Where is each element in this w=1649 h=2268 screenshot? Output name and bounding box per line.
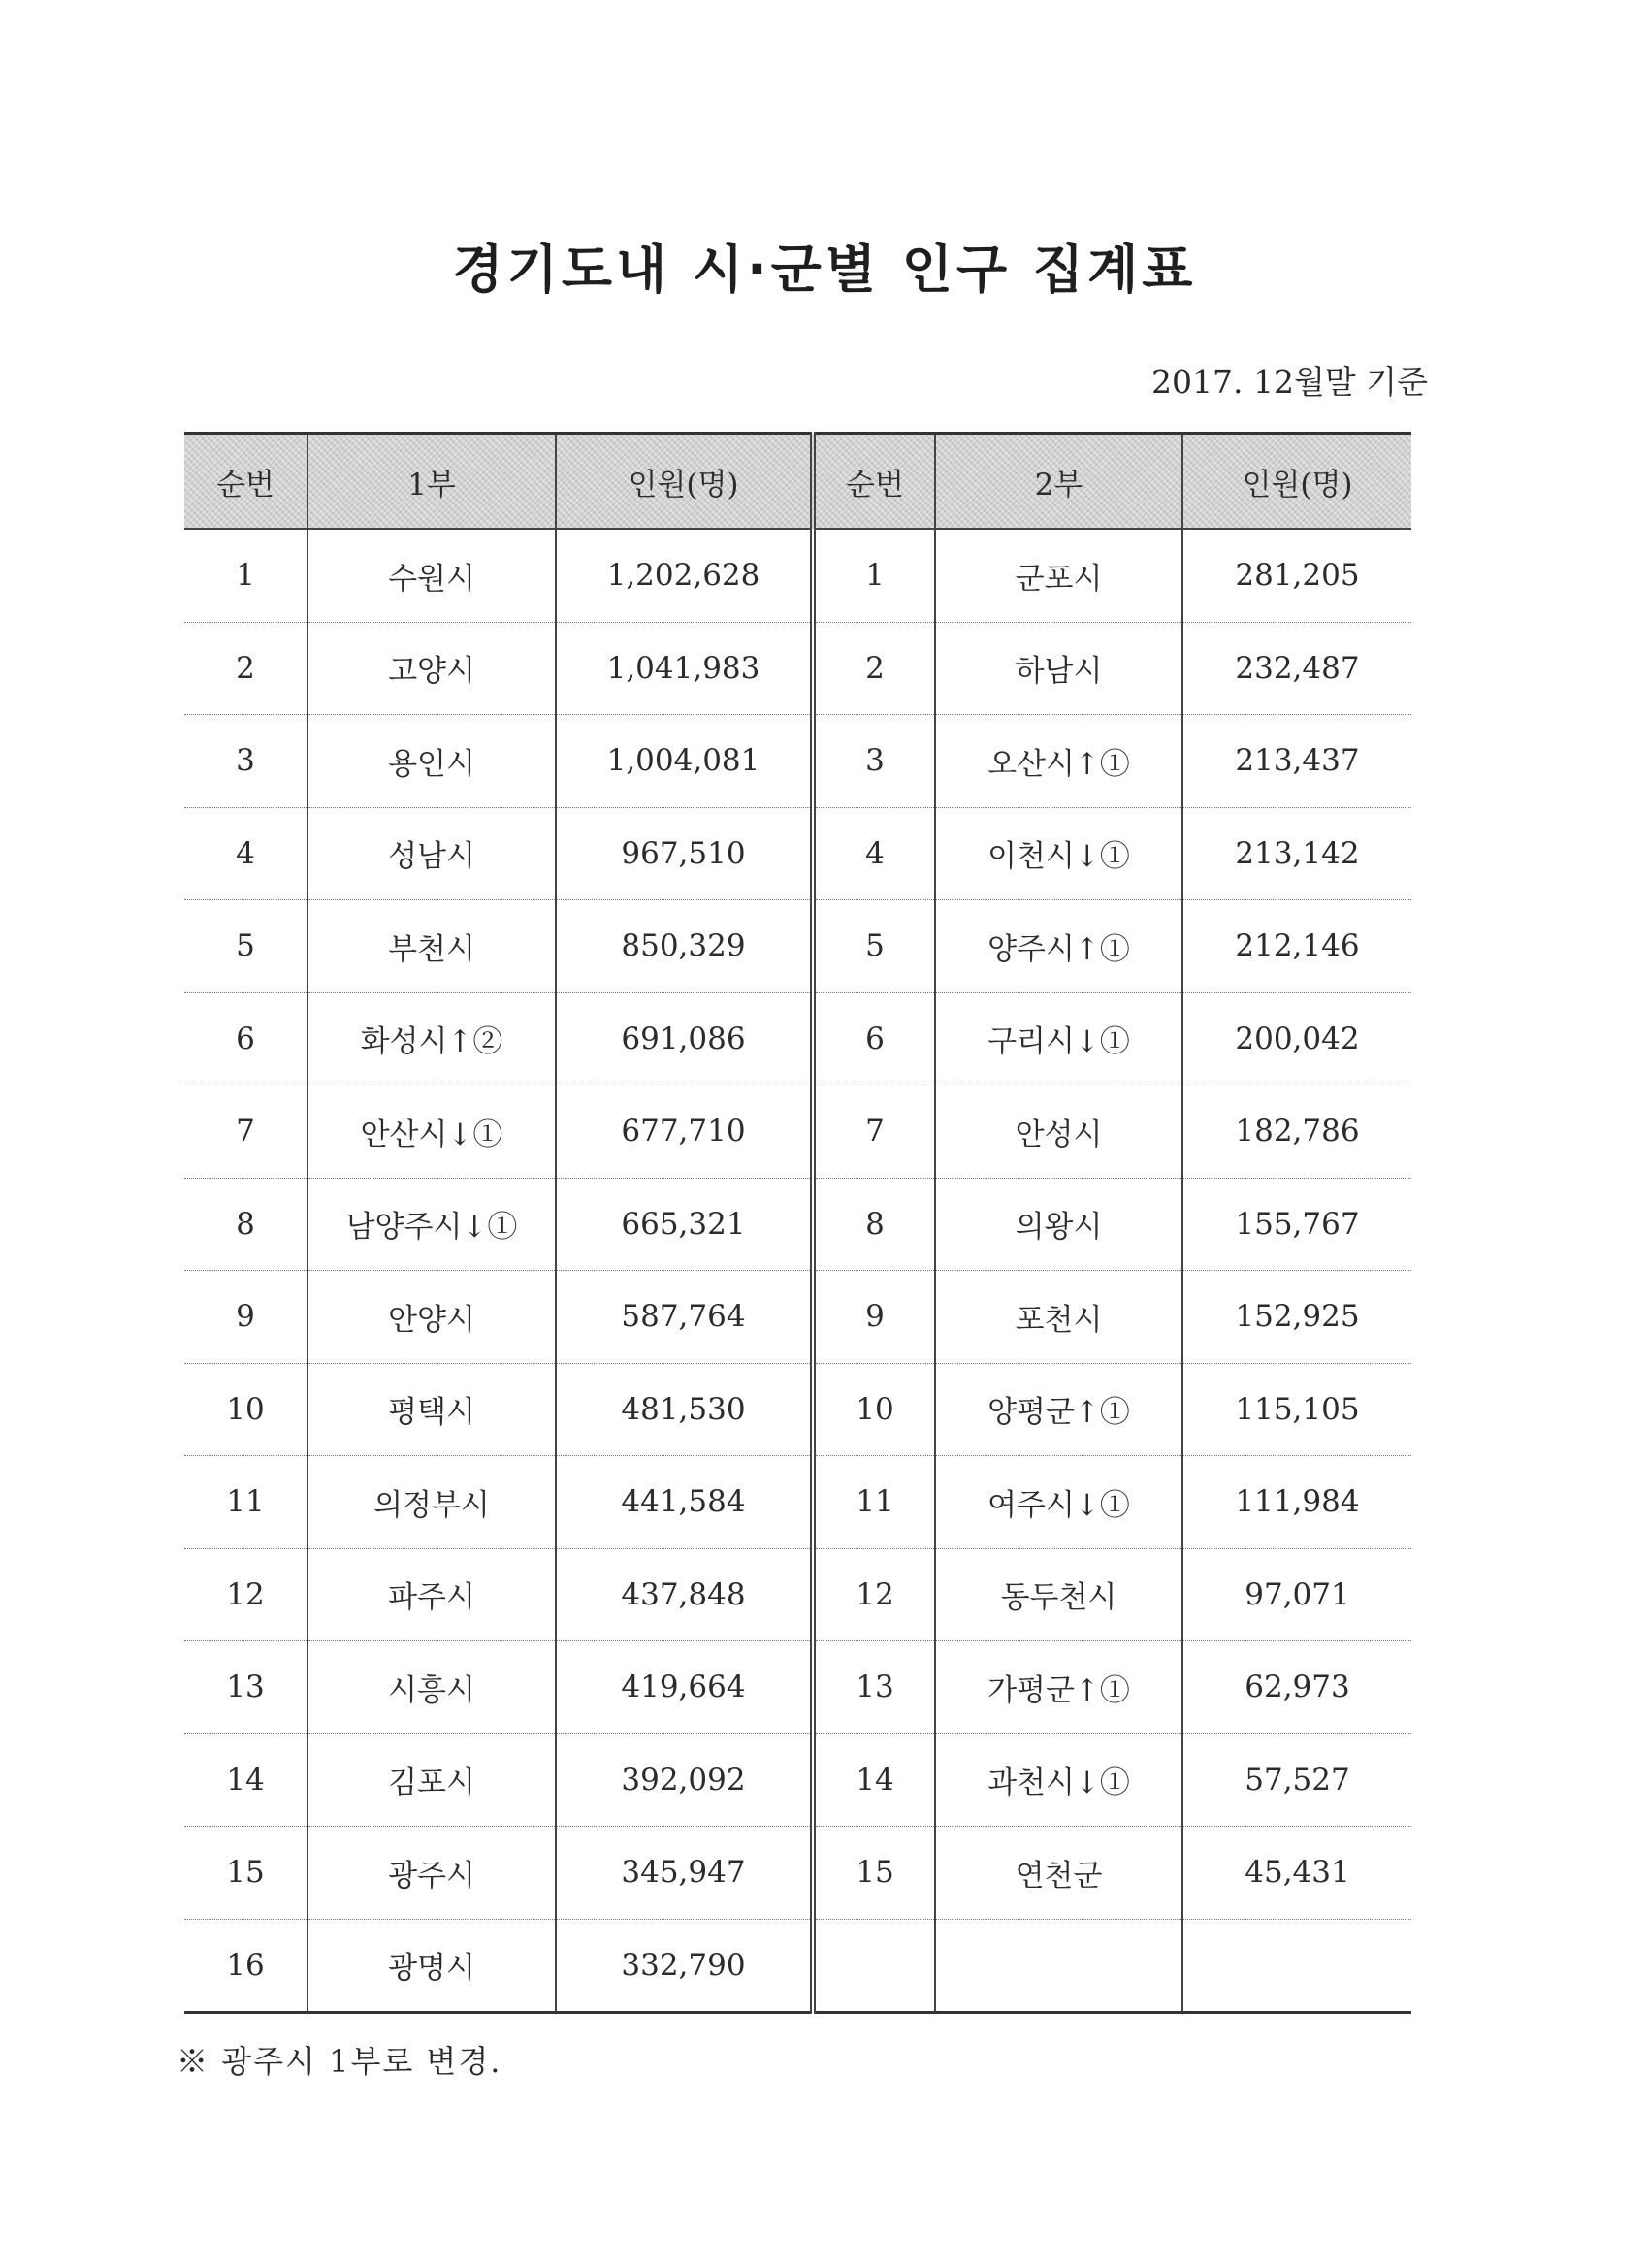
rank-cell: 10 xyxy=(184,1363,307,1456)
table-row xyxy=(184,1548,1411,1641)
header-population-2: 인원(명) xyxy=(1182,434,1411,530)
population-cell: 691,086 xyxy=(556,992,813,1085)
rank-cell: 11 xyxy=(184,1456,307,1549)
header-group-1: 1부 xyxy=(307,434,556,530)
city-cell: 하남시 xyxy=(935,622,1182,715)
table-row xyxy=(184,1363,1411,1456)
table-row xyxy=(184,529,1411,622)
table-row xyxy=(184,1085,1411,1179)
page-title: 경기도내 시·군별 인구 집계표 xyxy=(452,239,1197,300)
rank-cell: 16 xyxy=(184,1919,307,2013)
population-cell: 97,071 xyxy=(1182,1548,1411,1641)
table-row xyxy=(184,1733,1411,1827)
city-cell: 의왕시 xyxy=(935,1178,1182,1271)
city-cell: 가평군↑① xyxy=(935,1641,1182,1734)
rank-cell: 9 xyxy=(184,1271,307,1364)
population-cell: 1,041,983 xyxy=(556,622,813,715)
city-cell: 안산시↓① xyxy=(307,1085,556,1179)
population-cell: 111,984 xyxy=(1182,1456,1411,1549)
population-cell: 441,584 xyxy=(556,1456,813,1549)
rank-cell: 7 xyxy=(184,1085,307,1179)
table-row xyxy=(184,900,1411,993)
city-cell: 파주시 xyxy=(307,1548,556,1641)
rank-cell: 13 xyxy=(184,1641,307,1734)
rank-cell: 2 xyxy=(813,622,935,715)
population-cell: 419,664 xyxy=(556,1641,813,1734)
population-cell: 677,710 xyxy=(556,1085,813,1179)
city-cell: 포천시 xyxy=(935,1271,1182,1364)
city-cell: 광명시 xyxy=(307,1919,556,2013)
city-cell: 화성시↑② xyxy=(307,992,556,1085)
rank-cell xyxy=(813,1919,935,2013)
city-cell: 안양시 xyxy=(307,1271,556,1364)
rank-cell: 8 xyxy=(184,1178,307,1271)
city-cell: 용인시 xyxy=(307,715,556,808)
rank-cell: 3 xyxy=(813,715,935,808)
population-cell: 332,790 xyxy=(556,1919,813,2013)
rank-cell: 11 xyxy=(813,1456,935,1549)
population-cell: 62,973 xyxy=(1182,1641,1411,1734)
rank-cell: 1 xyxy=(813,529,935,622)
rank-cell: 6 xyxy=(813,992,935,1085)
header-population-1: 인원(명) xyxy=(556,434,813,530)
city-cell: 양주시↑① xyxy=(935,900,1182,993)
city-cell: 양평군↑① xyxy=(935,1363,1182,1456)
population-cell: 115,105 xyxy=(1182,1363,1411,1456)
city-cell: 부천시 xyxy=(307,900,556,993)
population-cell: 967,510 xyxy=(556,807,813,900)
city-cell: 안성시 xyxy=(935,1085,1182,1179)
rank-cell: 5 xyxy=(813,900,935,993)
population-cell: 182,786 xyxy=(1182,1085,1411,1179)
city-cell: 과천시↓① xyxy=(935,1733,1182,1827)
table-row xyxy=(184,1919,1411,2013)
population-cell: 481,530 xyxy=(556,1363,813,1456)
population-cell: 200,042 xyxy=(1182,992,1411,1085)
population-cell: 213,142 xyxy=(1182,807,1411,900)
population-cell: 57,527 xyxy=(1182,1733,1411,1827)
city-cell: 구리시↓① xyxy=(935,992,1182,1085)
table-row xyxy=(184,622,1411,715)
city-cell: 광주시 xyxy=(307,1827,556,1920)
population-cell: 345,947 xyxy=(556,1827,813,1920)
city-cell: 이천시↓① xyxy=(935,807,1182,900)
population-cell: 1,202,628 xyxy=(556,529,813,622)
population-cell: 587,764 xyxy=(556,1271,813,1364)
rank-cell: 2 xyxy=(184,622,307,715)
population-cell: 232,487 xyxy=(1182,622,1411,715)
rank-cell: 7 xyxy=(813,1085,935,1179)
city-cell: 김포시 xyxy=(307,1733,556,1827)
table-row xyxy=(184,1641,1411,1734)
table-row xyxy=(184,1827,1411,1920)
city-cell: 수원시 xyxy=(307,529,556,622)
city-cell: 군포시 xyxy=(935,529,1182,622)
population-table xyxy=(184,432,1411,2014)
table-row xyxy=(184,992,1411,1085)
rank-cell: 5 xyxy=(184,900,307,993)
header-rank-1: 순번 xyxy=(184,434,307,530)
city-cell: 의정부시 xyxy=(307,1456,556,1549)
rank-cell: 8 xyxy=(813,1178,935,1271)
rank-cell: 4 xyxy=(813,807,935,900)
population-cell: 1,004,081 xyxy=(556,715,813,808)
population-cell: 213,437 xyxy=(1182,715,1411,808)
rank-cell: 6 xyxy=(184,992,307,1085)
population-cell: 152,925 xyxy=(1182,1271,1411,1364)
header-group-2: 2부 xyxy=(935,434,1182,530)
city-cell: 시흥시 xyxy=(307,1641,556,1734)
table-row xyxy=(184,807,1411,900)
rank-cell: 14 xyxy=(184,1733,307,1827)
population-cell: 281,205 xyxy=(1182,529,1411,622)
population-cell: 155,767 xyxy=(1182,1178,1411,1271)
rank-cell: 13 xyxy=(813,1641,935,1734)
rank-cell: 3 xyxy=(184,715,307,808)
table-header-row xyxy=(184,434,1411,530)
population-cell: 665,321 xyxy=(556,1178,813,1271)
footnote: ※ 광주시 1부로 변경. xyxy=(177,2043,502,2080)
rank-cell: 15 xyxy=(184,1827,307,1920)
table-row xyxy=(184,715,1411,808)
rank-cell: 9 xyxy=(813,1271,935,1364)
city-cell: 평택시 xyxy=(307,1363,556,1456)
rank-cell: 14 xyxy=(813,1733,935,1827)
table-row xyxy=(184,1178,1411,1271)
rank-cell: 1 xyxy=(184,529,307,622)
rank-cell: 12 xyxy=(184,1548,307,1641)
city-cell: 남양주시↓① xyxy=(307,1178,556,1271)
rank-cell: 15 xyxy=(813,1827,935,1920)
rank-cell: 12 xyxy=(813,1548,935,1641)
header-rank-2: 순번 xyxy=(813,434,935,530)
city-cell xyxy=(935,1919,1182,2013)
city-cell: 연천군 xyxy=(935,1827,1182,1920)
population-cell: 392,092 xyxy=(556,1733,813,1827)
city-cell: 여주시↓① xyxy=(935,1456,1182,1549)
city-cell: 오산시↑① xyxy=(935,715,1182,808)
rank-cell: 4 xyxy=(184,807,307,900)
city-cell: 동두천시 xyxy=(935,1548,1182,1641)
table-row xyxy=(184,1271,1411,1364)
population-cell xyxy=(1182,1919,1411,2013)
population-cell: 45,431 xyxy=(1182,1827,1411,1920)
population-cell: 850,329 xyxy=(556,900,813,993)
population-cell: 212,146 xyxy=(1182,900,1411,993)
table-row xyxy=(184,1456,1411,1549)
rank-cell: 10 xyxy=(813,1363,935,1456)
population-cell: 437,848 xyxy=(556,1548,813,1641)
city-cell: 고양시 xyxy=(307,622,556,715)
city-cell: 성남시 xyxy=(307,807,556,900)
date-note: 2017. 12월말 기준 xyxy=(1151,363,1428,401)
